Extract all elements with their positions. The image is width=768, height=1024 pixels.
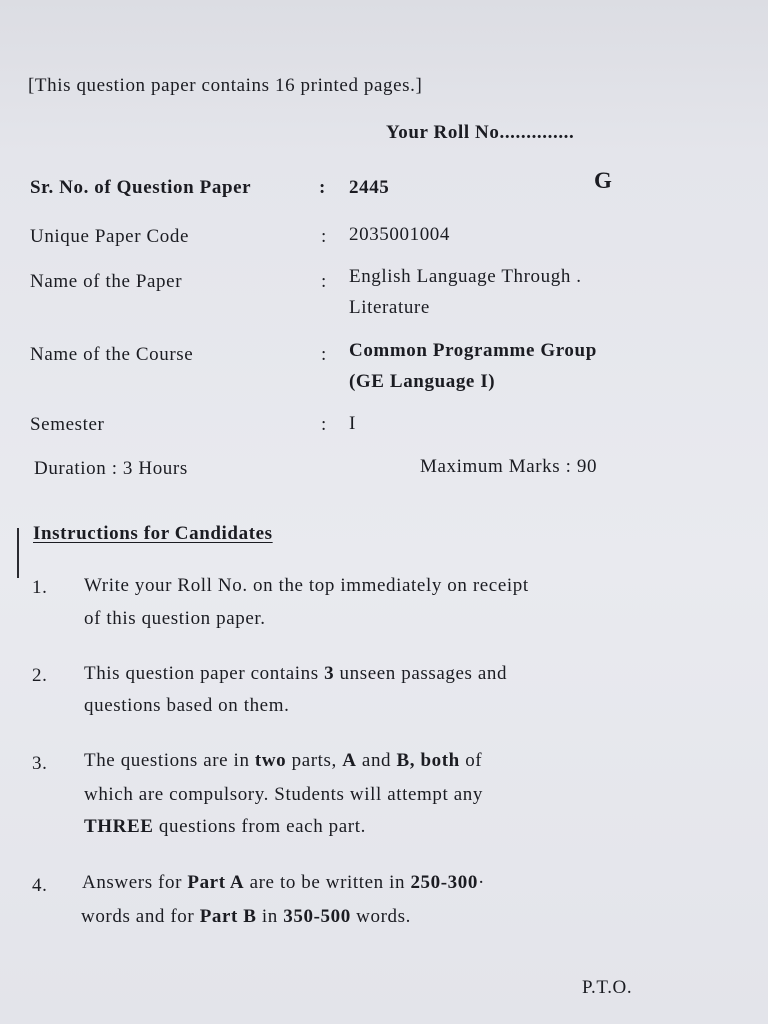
instruction-4-line2: words and for Part B in 350-500 words. — [81, 906, 411, 927]
margin-mark — [17, 528, 19, 578]
sr-no-colon: : — [319, 177, 326, 198]
please-turn-over: P.T.O. — [582, 977, 633, 998]
sr-no-value: 2445 — [349, 177, 390, 198]
semester-label: Semester — [30, 414, 105, 435]
instruction-1-line1: Write your Roll No. on the top immediately on receipt — [84, 575, 529, 596]
instruction-number: 4. — [32, 875, 48, 896]
pages-note: [This question paper contains 16 printed pages.] — [28, 75, 423, 96]
instruction-3-line3: THREE questions from each part. — [84, 816, 366, 837]
course-name-colon: : — [321, 344, 327, 365]
set-letter: G — [594, 168, 613, 193]
instruction-4-line1: Answers for Part A are to be written in 250-300· — [82, 872, 485, 893]
instruction-3-line1: The questions are in two parts, A and B, both of — [84, 750, 483, 771]
instruction-number: 3. — [32, 753, 48, 774]
instruction-3-line2: which are compulsory. Students will attempt any — [84, 784, 483, 805]
roll-number-field: Your Roll No.............. — [386, 122, 575, 143]
instruction-1-line2: of this question paper. — [84, 608, 266, 629]
semester-value: I — [349, 413, 356, 434]
paper-code-label: Unique Paper Code — [30, 226, 189, 247]
maximum-marks: Maximum Marks : 90 — [420, 456, 598, 477]
paper-name-value-line2: Literature — [349, 297, 430, 318]
duration: Duration : 3 Hours — [34, 458, 188, 479]
paper-name-label: Name of the Paper — [30, 271, 183, 292]
instructions-title: Instructions for Candidates — [33, 523, 273, 544]
course-name-value-line1: Common Programme Group — [349, 340, 597, 361]
instruction-number: 2. — [32, 665, 48, 686]
paper-code-colon: : — [321, 226, 327, 247]
paper-name-value-line1: English Language Through . — [349, 266, 582, 287]
paper-name-colon: : — [321, 271, 327, 292]
instruction-2-line2: questions based on them. — [84, 695, 290, 716]
instruction-2-line1: This question paper contains 3 unseen passages and — [84, 663, 508, 684]
course-name-label: Name of the Course — [30, 344, 194, 365]
semester-colon: : — [321, 414, 327, 435]
sr-no-label: Sr. No. of Question Paper — [30, 177, 252, 198]
course-name-value-line2: (GE Language I) — [349, 371, 496, 392]
instruction-number: 1. — [32, 577, 48, 598]
paper-code-value: 2035001004 — [349, 224, 450, 245]
